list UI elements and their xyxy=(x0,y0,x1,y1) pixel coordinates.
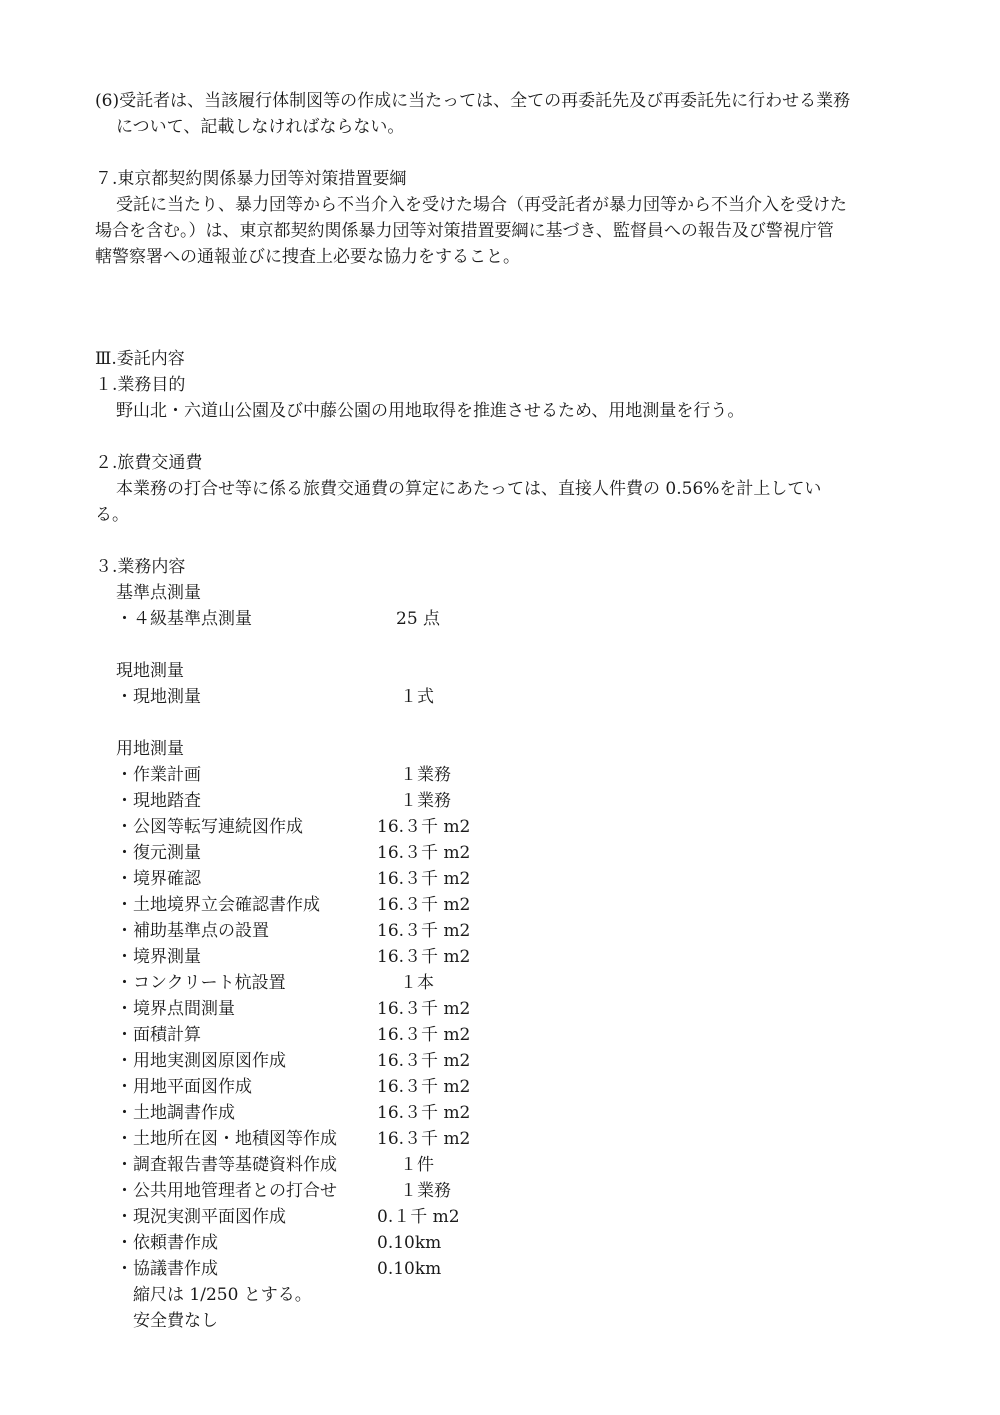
work-item xyxy=(116,1256,516,1282)
work-item-qty: 16.３千 m2 xyxy=(377,1051,471,1071)
work-item xyxy=(116,788,516,814)
work-item xyxy=(116,840,516,866)
work-item xyxy=(116,996,516,1022)
work-item-label: ・４級基準点測量 xyxy=(116,609,252,629)
section-iii-heading: Ⅲ.委託内容 xyxy=(95,349,185,369)
work-item xyxy=(116,1152,516,1178)
work-item-qty: 16.３千 m2 xyxy=(377,869,471,889)
work-item-label: ・コンクリート杭設置 xyxy=(116,973,286,993)
work-item-qty: １業務 xyxy=(400,791,451,811)
work-item-qty: １業務 xyxy=(400,1181,451,1201)
work-item-qty: 16.３千 m2 xyxy=(377,817,471,837)
item7-line3: 轄警察署への通報並びに捜査上必要な協力をすること。 xyxy=(95,247,520,267)
work-item-qty: 0.10km xyxy=(377,1259,442,1279)
work-item-label: ・境界点間測量 xyxy=(116,999,235,1019)
work-item-qty: １件 xyxy=(400,1155,434,1175)
item7-line2: 場合を含む。）は、東京都契約関係暴力団等対策措置要綱に基づき、監督員への報告及び警視庁管 xyxy=(95,221,834,241)
work-item xyxy=(116,1204,516,1230)
work-item-qty: １本 xyxy=(400,973,434,993)
work-item-label: ・土地境界立会確認書作成 xyxy=(116,895,320,915)
purpose-heading: １.業務目的 xyxy=(95,375,186,395)
work-item xyxy=(116,814,516,840)
work-item-label: ・協議書作成 xyxy=(116,1259,218,1279)
work-item-qty: １式 xyxy=(400,687,434,707)
purpose-text: 野山北・六道山公園及び中藤公園の用地取得を推進させるため、用地測量を行う。 xyxy=(116,401,745,421)
item6-line2: について、記載しなければならない。 xyxy=(116,117,405,137)
group-title-land: 用地測量 xyxy=(116,739,184,759)
work-item-label: ・調査報告書等基礎資料作成 xyxy=(116,1155,337,1175)
work-item xyxy=(116,1126,516,1152)
work-item xyxy=(116,1048,516,1074)
work-item xyxy=(116,970,516,996)
work-item-qty: 0.10km xyxy=(377,1233,442,1253)
item7-line1: 受託に当たり、暴力団等から不当介入を受けた場合（再受託者が暴力団等から不当介入を受けた xyxy=(116,195,847,215)
work-item-label: ・土地所在図・地積図等作成 xyxy=(116,1129,337,1149)
work-item xyxy=(116,866,516,892)
work-item-label: ・土地調書作成 xyxy=(116,1103,235,1123)
work-item-qty: １業務 xyxy=(400,765,451,785)
work-item-label: ・現地踏査 xyxy=(116,791,201,811)
work-item xyxy=(116,762,516,788)
scale-note: 縮尺は 1/250 とする。 xyxy=(133,1285,312,1305)
work-item-qty: 16.３千 m2 xyxy=(377,1103,471,1123)
work-item-label: ・作業計画 xyxy=(116,765,201,785)
work-item-label: ・公共用地管理者との打合せ xyxy=(116,1181,337,1201)
work-item-label: ・境界確認 xyxy=(116,869,201,889)
work-item-label: ・用地実測図原図作成 xyxy=(116,1051,286,1071)
work-item-qty: 16.３千 m2 xyxy=(377,895,471,915)
work-item-qty: 16.３千 m2 xyxy=(377,947,471,967)
item7-heading: ７.東京都契約関係暴力団等対策措置要綱 xyxy=(95,169,407,189)
work-item xyxy=(116,1178,516,1204)
safety-note: 安全費なし xyxy=(133,1311,218,1331)
work-item xyxy=(116,1100,516,1126)
work-item-label: ・境界測量 xyxy=(116,947,201,967)
travel-line2: る。 xyxy=(95,505,129,525)
work-item-label: ・復元測量 xyxy=(116,843,201,863)
work-item-qty: 16.３千 m2 xyxy=(377,1077,471,1097)
work-item-qty: 16.３千 m2 xyxy=(377,1025,471,1045)
work-item-label: ・公図等転写連続図作成 xyxy=(116,817,303,837)
work-item xyxy=(116,918,516,944)
work-item-qty: 16.３千 m2 xyxy=(377,921,471,941)
work-item-qty: 0.１千 m2 xyxy=(377,1207,460,1227)
work-item-label: ・補助基準点の設置 xyxy=(116,921,269,941)
work-item-qty: 16.３千 m2 xyxy=(377,1129,471,1149)
work-item-label: ・依頼書作成 xyxy=(116,1233,218,1253)
work-item xyxy=(116,1230,516,1256)
travel-heading: ２.旅費交通費 xyxy=(95,453,203,473)
work-item xyxy=(116,1074,516,1100)
work-item-qty: 16.３千 m2 xyxy=(377,843,471,863)
work-item xyxy=(116,684,516,710)
work-item xyxy=(116,892,516,918)
work-item xyxy=(116,1022,516,1048)
work-item xyxy=(116,944,516,970)
travel-line1: 本業務の打合せ等に係る旅費交通費の算定にあたっては、直接人件費の 0.56%を計上してい xyxy=(116,479,822,499)
work-item xyxy=(116,606,516,632)
work-item-label: ・用地平面図作成 xyxy=(116,1077,252,1097)
group-title-field: 現地測量 xyxy=(116,661,184,681)
work-item-label: ・現況実測平面図作成 xyxy=(116,1207,286,1227)
item6-line1: (6)受託者は、当該履行体制図等の作成に当たっては、全ての再委託先及び再委託先に行わせる業務 xyxy=(95,91,851,111)
work-item-qty: 25 点 xyxy=(396,609,441,629)
work-item-label: ・現地測量 xyxy=(116,687,201,707)
group-title-benchmark: 基準点測量 xyxy=(116,583,201,603)
work-heading: ３.業務内容 xyxy=(95,557,186,577)
work-item-qty: 16.３千 m2 xyxy=(377,999,471,1019)
work-item-label: ・面積計算 xyxy=(116,1025,201,1045)
